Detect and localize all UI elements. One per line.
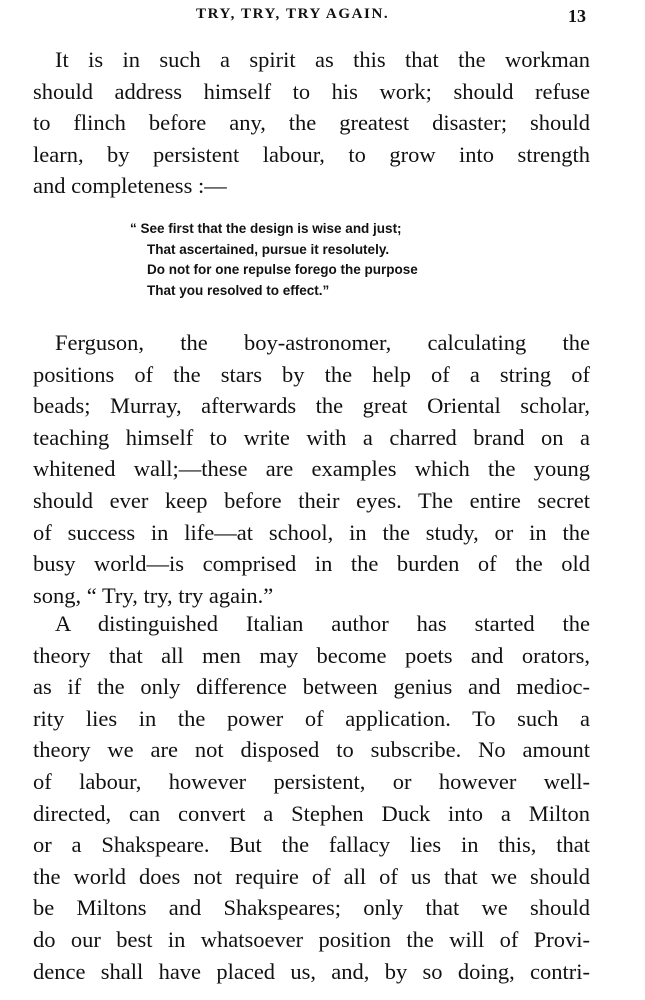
text-line: the world does not require of all of us that we should bbox=[33, 863, 590, 889]
text-line: do our best in whatsoever position the will of Provi- bbox=[33, 926, 590, 952]
quote-line: That ascertained, pursue it resolutely. bbox=[147, 241, 390, 257]
text-line: theory we are not disposed to subscribe. No amount bbox=[33, 737, 590, 763]
running-title: TRY, TRY, TRY AGAIN. bbox=[196, 6, 390, 22]
verse-quotation bbox=[130, 219, 490, 301]
text-line: learn, by persistent labour, to grow into strength bbox=[33, 141, 590, 167]
text-line: directed, can convert a Stephen Duck into a Milton bbox=[33, 800, 590, 826]
page-number: 13 bbox=[568, 6, 586, 26]
running-header bbox=[0, 6, 645, 26]
text-line: as if the only difference between genius and medioc- bbox=[33, 674, 590, 700]
text-line: It is in such a spirit as this that the workman bbox=[55, 47, 590, 72]
paragraph-2 bbox=[33, 327, 590, 611]
text-line: busy world—is comprised in the burden of the old bbox=[33, 551, 590, 577]
text-line: be Miltons and Shakspeares; only that we should bbox=[33, 895, 590, 921]
text-line: rity lies in the power of application. To such a bbox=[33, 705, 590, 731]
text-line: whitened wall;—these are examples which the young bbox=[33, 456, 590, 482]
paragraph-1 bbox=[33, 44, 590, 202]
text-line: theory that all men may become poets and orators, bbox=[33, 642, 590, 668]
text-line: and completeness :— bbox=[33, 173, 227, 199]
paragraph-3 bbox=[33, 608, 590, 987]
text-line: teaching himself to write with a charred brand on a bbox=[33, 424, 590, 450]
quote-line: That you resolved to effect.” bbox=[147, 282, 330, 298]
text-line: song, “ Try, try, try again.” bbox=[33, 582, 274, 608]
text-line: should address himself to his work; should refuse bbox=[33, 78, 590, 104]
quote-line: Do not for one repulse forego the purpose bbox=[147, 262, 418, 277]
text-line: or a Shakspeare. But the fallacy lies in this, that bbox=[33, 832, 590, 858]
text-line: A distinguished Italian author has started the bbox=[55, 611, 590, 636]
quote-line: “ See first that the design is wise and just; bbox=[130, 221, 402, 236]
text-line: should ever keep before their eyes. The entire secret bbox=[33, 487, 590, 513]
text-line: positions of the stars by the help of a string of bbox=[33, 361, 590, 387]
text-line: Ferguson, the boy-astronomer, calculating the bbox=[55, 330, 590, 355]
text-line: beads; Murray, afterwards the great Oriental scholar, bbox=[33, 393, 590, 419]
text-line: to flinch before any, the greatest disaster; should bbox=[33, 110, 590, 136]
text-line: of success in life—at school, in the study, or in the bbox=[33, 519, 590, 545]
text-line: dence shall have placed us, and, by so doing, contri- bbox=[33, 958, 590, 984]
text-line: of labour, however persistent, or however well- bbox=[33, 768, 590, 794]
